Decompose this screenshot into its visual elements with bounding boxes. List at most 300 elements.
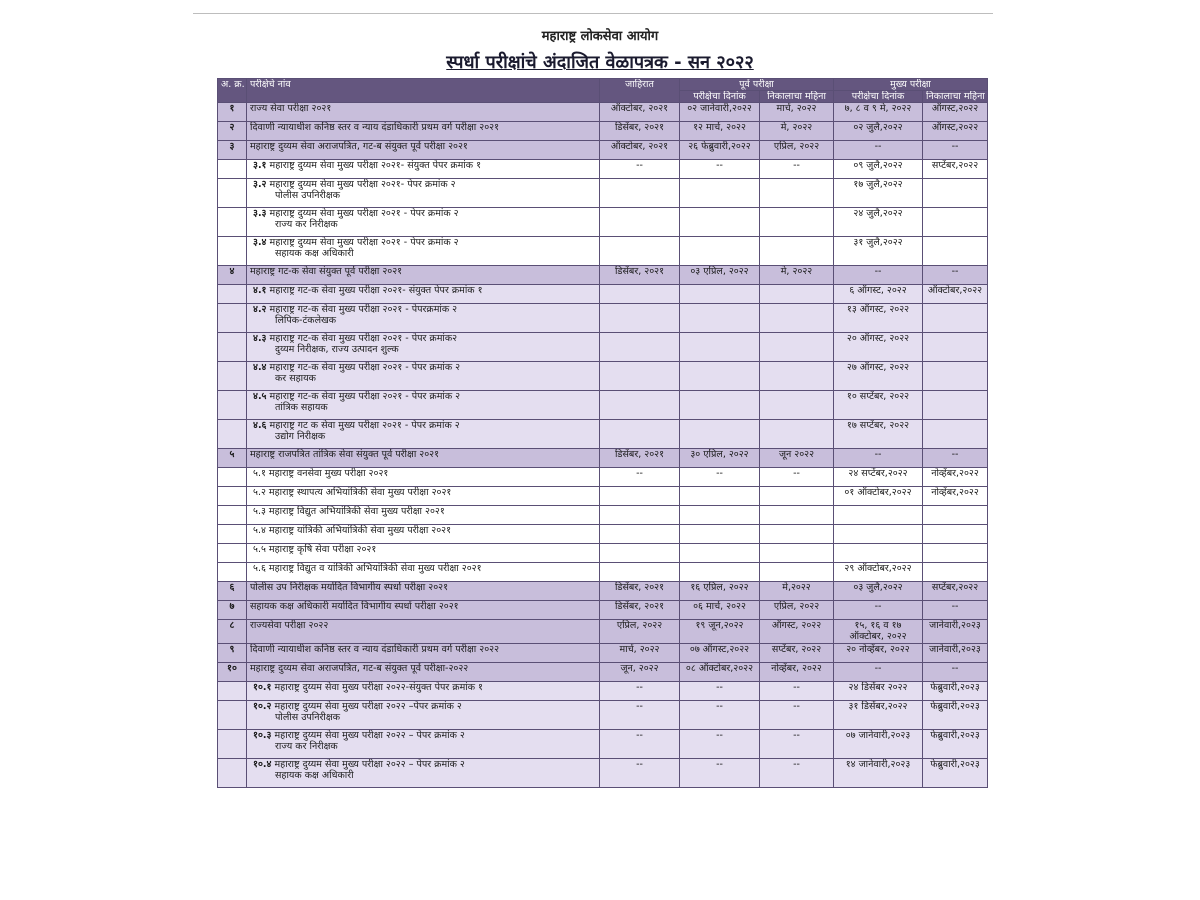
cell-prelim-result: सप्टेंबर, २०२२ xyxy=(760,644,834,663)
table-row xyxy=(218,266,988,285)
cell-main-date xyxy=(834,525,923,544)
cell-name xyxy=(247,333,600,362)
cell-prelim-date: -- xyxy=(680,160,760,179)
cell-name xyxy=(247,266,600,285)
cell-prelim-date: ०७ ऑगस्ट,२०२२ xyxy=(680,644,760,663)
cell-main-result: -- xyxy=(923,601,988,620)
organization-name: महाराष्ट्र लोकसेवा आयोग xyxy=(541,29,659,44)
sub-number: ३.१ xyxy=(253,160,267,171)
exam-name: महाराष्ट्र गट-क सेवा मुख्य परीक्षा २०२१ - पेपरक्रमांक २ xyxy=(269,304,458,315)
cell-name xyxy=(247,644,600,663)
cell-prelim-result: नोव्हेंबर, २०२२ xyxy=(760,663,834,682)
exam-name: महाराष्ट्र गट-क सेवा मुख्य परीक्षा २०२१ - पेपर क्रमांक२ xyxy=(269,333,458,344)
cell-main-result: जानेवारी,२०२३ xyxy=(923,620,988,644)
cell-prelim-date: ०८ ऑक्टोबर,२०२२ xyxy=(680,663,760,682)
table-row xyxy=(218,663,988,682)
subtable-row xyxy=(218,506,988,525)
cell-prelim-result: -- xyxy=(760,468,834,487)
cell-main-result: नोव्हेंबर,२०२२ xyxy=(923,468,988,487)
cell-prelim-date xyxy=(680,487,760,506)
cell-main-result xyxy=(923,333,988,362)
cell-main-date xyxy=(834,506,923,525)
main-date-text: १४ जानेवारी,२०२३ xyxy=(845,759,911,770)
cell-name xyxy=(247,362,600,391)
cell-prelim-date xyxy=(680,362,760,391)
subtable-row xyxy=(218,208,988,237)
cell-main-result: फेब्रुवारी,२०२३ xyxy=(923,701,988,730)
cell-name xyxy=(247,620,600,644)
cell-main-result: ऑगस्ट,२०२२ xyxy=(923,122,988,141)
col-header-sr: अ. क्र. xyxy=(218,79,247,103)
main-date-text: -- xyxy=(874,663,882,674)
exam-post: कर सहायक xyxy=(275,373,316,384)
exam-name: राज्य सेवा परीक्षा २०२१ xyxy=(250,103,332,114)
cell-main-date xyxy=(834,620,923,644)
exam-post: उद्योग निरीक्षक xyxy=(275,431,326,442)
main-date-text: २४ डिसेंबर २०२२ xyxy=(848,682,908,693)
cell-sr xyxy=(218,468,247,487)
exam-name: महाराष्ट्र दुय्यम सेवा मुख्य परीक्षा २०२२ – पेपर क्रमांक २ xyxy=(274,730,465,741)
cell-sr xyxy=(218,237,247,266)
sub-number: १०.४ xyxy=(253,759,272,770)
cell-main-date xyxy=(834,420,923,449)
sub-number: ३.४ xyxy=(253,237,267,248)
schedule-body xyxy=(218,103,988,788)
main-date-text: १७ सप्टेंबर, २०२२ xyxy=(846,420,910,431)
cell-name xyxy=(247,160,600,179)
cell-prelim-result: -- xyxy=(760,160,834,179)
cell-prelim-result: जून २०२२ xyxy=(760,449,834,468)
main-date-text: ०१ ऑक्टोबर,२०२२ xyxy=(844,487,912,498)
main-date-text: ६ ऑगस्ट, २०२२ xyxy=(849,285,907,296)
main-date-text: २९ ऑक्टोबर,२०२२ xyxy=(844,563,912,574)
cell-sr xyxy=(218,391,247,420)
cell-main-date xyxy=(834,701,923,730)
cell-prelim-date: १९ जून,२०२२ xyxy=(680,620,760,644)
cell-advert: -- xyxy=(600,682,680,701)
exam-name: ५.४ महाराष्ट्र यांत्रिकी अभियांत्रिकी सेवा मुख्य परीक्षा २०२१ xyxy=(253,525,452,536)
sub-number: ३.३ xyxy=(253,208,267,219)
cell-name xyxy=(247,141,600,160)
cell-main-result xyxy=(923,544,988,563)
main-date-text: ०९ जुलै,२०२२ xyxy=(853,160,903,171)
cell-advert xyxy=(600,208,680,237)
cell-prelim-result xyxy=(760,544,834,563)
table-row xyxy=(218,449,988,468)
sub-number: ३.२ xyxy=(253,179,267,190)
cell-name xyxy=(247,468,600,487)
exam-name: महाराष्ट्र राजपत्रित तांत्रिक सेवा संयुक्त पूर्व परीक्षा २०२१ xyxy=(250,449,440,460)
cell-prelim-date xyxy=(680,544,760,563)
cell-advert xyxy=(600,285,680,304)
cell-main-result: फेब्रुवारी,२०२३ xyxy=(923,759,988,788)
cell-advert xyxy=(600,544,680,563)
main-date-text: १७ जुलै,२०२२ xyxy=(853,179,903,190)
exam-post: पोलीस उपनिरीक्षक xyxy=(275,190,340,201)
col-header-prelim: पूर्व परीक्षा xyxy=(680,79,834,91)
cell-main-result: फेब्रुवारी,२०२३ xyxy=(923,682,988,701)
cell-advert: -- xyxy=(600,160,680,179)
exam-name: महाराष्ट्र दुय्यम सेवा मुख्य परीक्षा २०२१- संयुक्त पेपर क्रमांक १ xyxy=(269,160,482,171)
cell-sr: १ xyxy=(218,103,247,122)
col-header-advert: जाहिरात xyxy=(600,79,680,103)
sub-number: ४.६ xyxy=(253,420,267,431)
top-divider xyxy=(193,13,993,14)
exam-post: पोलीस उपनिरीक्षक xyxy=(275,712,340,723)
main-date-text: ३१ डिसेंबर,२०२२ xyxy=(848,701,908,712)
col-header-main: मुख्य परीक्षा xyxy=(834,79,988,91)
cell-name xyxy=(247,391,600,420)
exam-name: महाराष्ट्र दुय्यम सेवा मुख्य परीक्षा २०२२ –पेपर क्रमांक २ xyxy=(274,701,462,712)
exam-name: पोलीस उप निरीक्षक मर्यादित विभागीय स्पर्धा परीक्षा २०२१ xyxy=(250,582,449,593)
cell-main-result xyxy=(923,237,988,266)
exam-post: राज्य कर निरीक्षक xyxy=(275,741,338,752)
cell-prelim-result xyxy=(760,506,834,525)
cell-sr: ६ xyxy=(218,582,247,601)
cell-main-date xyxy=(834,759,923,788)
sub-number: ४.१ xyxy=(253,285,267,296)
cell-advert xyxy=(600,237,680,266)
cell-main-date xyxy=(834,179,923,208)
main-date-text: ७, ८ व ९ मे, २०२२ xyxy=(844,103,912,114)
cell-advert xyxy=(600,420,680,449)
cell-prelim-result: मे,२०२२ xyxy=(760,582,834,601)
cell-main-result: जानेवारी,२०२३ xyxy=(923,644,988,663)
subtable-row xyxy=(218,237,988,266)
cell-prelim-result: मे, २०२२ xyxy=(760,266,834,285)
main-date-text: ०७ जानेवारी,२०२३ xyxy=(845,730,911,741)
cell-name xyxy=(247,730,600,759)
cell-main-date xyxy=(834,333,923,362)
cell-name xyxy=(247,582,600,601)
cell-main-result xyxy=(923,208,988,237)
cell-main-result: फेब्रुवारी,२०२३ xyxy=(923,730,988,759)
cell-advert: डिसेंबर, २०२१ xyxy=(600,582,680,601)
cell-prelim-result xyxy=(760,391,834,420)
table-row xyxy=(218,582,988,601)
cell-name xyxy=(247,563,600,582)
cell-advert xyxy=(600,333,680,362)
cell-name xyxy=(247,506,600,525)
exam-name: ५.१ महाराष्ट्र वनसेवा मुख्य परीक्षा २०२१ xyxy=(253,468,389,479)
sub-number: १०.१ xyxy=(253,682,272,693)
schedule-table xyxy=(217,78,988,788)
cell-main-date xyxy=(834,160,923,179)
cell-main-date xyxy=(834,601,923,620)
cell-prelim-date: -- xyxy=(680,730,760,759)
cell-main-date xyxy=(834,122,923,141)
exam-name: महाराष्ट्र दुय्यम सेवा मुख्य परीक्षा २०२१ - पेपर क्रमांक २ xyxy=(269,208,459,219)
cell-prelim-result: ऑगस्ट, २०२२ xyxy=(760,620,834,644)
cell-name xyxy=(247,179,600,208)
exam-name: ५.३ महाराष्ट्र विद्युत अभियांत्रिकी सेवा मुख्य परीक्षा २०२१ xyxy=(253,506,445,517)
cell-sr xyxy=(218,420,247,449)
main-date-text: १० सप्टेंबर, २०२२ xyxy=(846,391,910,402)
cell-advert xyxy=(600,487,680,506)
exam-name: महाराष्ट्र गट-क सेवा संयुक्त पूर्व परीक्षा २०२१ xyxy=(250,266,403,277)
subtable-row xyxy=(218,563,988,582)
exam-name: महाराष्ट्र दुय्यम सेवा अराजपत्रित, गट-ब संयुक्त पूर्व परीक्षा-२०२२ xyxy=(250,663,469,674)
cell-prelim-date xyxy=(680,333,760,362)
cell-prelim-date xyxy=(680,304,760,333)
main-date-text: -- xyxy=(874,449,882,460)
page-title: स्पर्धा परीक्षांचे अंदाजित वेळापत्रक - सन २०२२ xyxy=(446,52,754,73)
cell-advert: जून, २०२२ xyxy=(600,663,680,682)
cell-sr xyxy=(218,362,247,391)
cell-name xyxy=(247,420,600,449)
exam-name: ५.६ महाराष्ट्र विद्युत व यांत्रिकी अभियांत्रिकी सेवा मुख्य परीक्षा २०२१ xyxy=(253,563,482,574)
cell-main-date xyxy=(834,582,923,601)
cell-sr: ७ xyxy=(218,601,247,620)
cell-sr xyxy=(218,525,247,544)
cell-prelim-result: एप्रिल, २०२२ xyxy=(760,601,834,620)
cell-main-date xyxy=(834,544,923,563)
cell-prelim-result xyxy=(760,487,834,506)
cell-prelim-result xyxy=(760,333,834,362)
exam-name: ५.२ महाराष्ट्र स्थापत्य अभियांत्रिकी सेवा मुख्य परीक्षा २०२१ xyxy=(253,487,452,498)
cell-sr xyxy=(218,544,247,563)
table-row xyxy=(218,103,988,122)
subtable-row xyxy=(218,391,988,420)
cell-name xyxy=(247,449,600,468)
cell-main-result: सप्टेंबर,२०२२ xyxy=(923,160,988,179)
main-date-text: २४ जुलै,२०२२ xyxy=(853,208,903,219)
cell-prelim-result xyxy=(760,362,834,391)
cell-prelim-result xyxy=(760,237,834,266)
table-row xyxy=(218,601,988,620)
cell-main-result xyxy=(923,179,988,208)
exam-name: महाराष्ट्र गट-क सेवा मुख्य परीक्षा २०२१ - पेपर क्रमांक २ xyxy=(269,391,461,402)
subtable-row xyxy=(218,487,988,506)
cell-prelim-result: एप्रिल, २०२२ xyxy=(760,141,834,160)
main-date-text: -- xyxy=(874,266,882,277)
cell-main-result: -- xyxy=(923,449,988,468)
cell-prelim-date xyxy=(680,391,760,420)
cell-prelim-result xyxy=(760,420,834,449)
subtable-row xyxy=(218,701,988,730)
subtable-row xyxy=(218,179,988,208)
cell-sr: ४ xyxy=(218,266,247,285)
sub-number: ४.४ xyxy=(253,362,267,373)
subtable-row xyxy=(218,333,988,362)
cell-prelim-date xyxy=(680,237,760,266)
cell-sr xyxy=(218,759,247,788)
main-date-text: -- xyxy=(874,141,882,152)
sub-number: १०.२ xyxy=(253,701,272,712)
subtable-row xyxy=(218,468,988,487)
main-date-text: ३१ जुलै,२०२२ xyxy=(853,237,903,248)
cell-sr: ५ xyxy=(218,449,247,468)
cell-prelim-date xyxy=(680,420,760,449)
cell-prelim-result: मार्च, २०२२ xyxy=(760,103,834,122)
cell-prelim-date: -- xyxy=(680,759,760,788)
schedule-table-wrap xyxy=(217,78,987,788)
cell-main-date xyxy=(834,391,923,420)
cell-sr: २ xyxy=(218,122,247,141)
cell-main-result xyxy=(923,563,988,582)
cell-advert xyxy=(600,391,680,420)
main-date-text: -- xyxy=(874,601,882,612)
col-header-prelim-result: निकालाचा महिना xyxy=(760,91,834,103)
exam-name: राज्यसेवा परीक्षा २०२२ xyxy=(250,620,329,631)
subtable-row xyxy=(218,420,988,449)
subtable-row xyxy=(218,525,988,544)
cell-prelim-date: -- xyxy=(680,682,760,701)
exam-name: ५.५ महाराष्ट्र कृषि सेवा परीक्षा २०२१ xyxy=(253,544,377,555)
cell-name xyxy=(247,759,600,788)
table-row xyxy=(218,141,988,160)
cell-prelim-result: मे, २०२२ xyxy=(760,122,834,141)
main-date-text: २४ सप्टेंबर,२०२२ xyxy=(848,468,908,479)
cell-prelim-date: ०२ जानेवारी,२०२२ xyxy=(680,103,760,122)
exam-name: महाराष्ट्र दुय्यम सेवा अराजपत्रित, गट-ब संयुक्त पूर्व परीक्षा २०२१ xyxy=(250,141,468,152)
table-row xyxy=(218,122,988,141)
cell-main-result xyxy=(923,506,988,525)
exam-post: तांत्रिक सहायक xyxy=(275,402,328,413)
cell-sr xyxy=(218,487,247,506)
cell-advert xyxy=(600,362,680,391)
cell-advert: ऑक्टोबर, २०२१ xyxy=(600,141,680,160)
exam-post: राज्य कर निरीक्षक xyxy=(275,219,338,230)
cell-prelim-result: -- xyxy=(760,730,834,759)
cell-advert xyxy=(600,304,680,333)
exam-name: महाराष्ट्र दुय्यम सेवा मुख्य परीक्षा २०२२-संयुक्त पेपर क्रमांक १ xyxy=(274,682,483,693)
cell-prelim-result: -- xyxy=(760,759,834,788)
cell-prelim-result xyxy=(760,304,834,333)
table-row xyxy=(218,644,988,663)
table-row xyxy=(218,620,988,644)
subtable-row xyxy=(218,160,988,179)
cell-main-date xyxy=(834,663,923,682)
exam-name: महाराष्ट्र दुय्यम सेवा मुख्य परीक्षा २०२१- पेपर क्रमांक २ xyxy=(269,179,456,190)
cell-prelim-date xyxy=(680,563,760,582)
cell-main-date xyxy=(834,208,923,237)
cell-sr xyxy=(218,304,247,333)
cell-sr xyxy=(218,682,247,701)
cell-main-date xyxy=(834,487,923,506)
sub-number: ४.२ xyxy=(253,304,267,315)
cell-main-result: ऑक्टोबर,२०२२ xyxy=(923,285,988,304)
cell-main-result: -- xyxy=(923,663,988,682)
cell-sr xyxy=(218,208,247,237)
main-date-text-2: ऑक्टोबर, २०२२ xyxy=(849,631,907,642)
exam-name: महाराष्ट्र गट-क सेवा मुख्य परीक्षा २०२१- संयुक्त पेपर क्रमांक १ xyxy=(269,285,483,296)
cell-main-date xyxy=(834,449,923,468)
cell-main-date xyxy=(834,141,923,160)
cell-name xyxy=(247,237,600,266)
cell-prelim-date: ३० एप्रिल, २०२२ xyxy=(680,449,760,468)
cell-prelim-date: १२ मार्च, २०२२ xyxy=(680,122,760,141)
cell-main-date xyxy=(834,468,923,487)
cell-main-date xyxy=(834,682,923,701)
cell-sr xyxy=(218,160,247,179)
exam-name: महाराष्ट्र गट क सेवा मुख्य परीक्षा २०२१ - पेपर क्रमांक २ xyxy=(269,420,460,431)
exam-name: दिवाणी न्यायाधीश कनिष्ठ स्तर व न्याय दंडाधिकारी प्रथम वर्ग परीक्षा २०२१ xyxy=(250,122,500,133)
cell-sr: ९ xyxy=(218,644,247,663)
sub-number: ४.३ xyxy=(253,333,267,344)
main-date-text: १३ ऑगस्ट, २०२२ xyxy=(846,304,910,315)
subtable-row xyxy=(218,362,988,391)
cell-prelim-date: २६ फेब्रुवारी,२०२२ xyxy=(680,141,760,160)
cell-prelim-result xyxy=(760,208,834,237)
col-header-prelim-date: परीक्षेचा दिनांक xyxy=(680,91,760,103)
cell-main-result xyxy=(923,525,988,544)
cell-advert xyxy=(600,506,680,525)
main-date-text: २० नोव्हेंबर, २०२२ xyxy=(846,644,910,655)
cell-prelim-date xyxy=(680,506,760,525)
col-header-main-date: परीक्षेचा दिनांक xyxy=(834,91,923,103)
cell-prelim-date xyxy=(680,179,760,208)
cell-advert: ऑक्टोबर, २०२१ xyxy=(600,103,680,122)
cell-advert xyxy=(600,179,680,208)
cell-prelim-date xyxy=(680,208,760,237)
main-date-text: ०२ जुलै,२०२२ xyxy=(853,122,903,133)
exam-name: महाराष्ट्र गट-क सेवा मुख्य परीक्षा २०२१ - पेपर क्रमांक २ xyxy=(269,362,461,373)
cell-main-date xyxy=(834,266,923,285)
cell-prelim-date: -- xyxy=(680,468,760,487)
cell-name xyxy=(247,682,600,701)
subtable-row xyxy=(218,730,988,759)
main-date-text: १५, १६ व १७ xyxy=(854,620,902,631)
cell-name xyxy=(247,122,600,141)
cell-advert: मार्च, २०२२ xyxy=(600,644,680,663)
main-date-text: २० ऑगस्ट, २०२२ xyxy=(846,333,910,344)
exam-post: लिपिक-टंकलेखक xyxy=(275,315,337,326)
cell-advert: -- xyxy=(600,468,680,487)
exam-name: महाराष्ट्र दुय्यम सेवा मुख्य परीक्षा २०२२ – पेपर क्रमांक २ xyxy=(274,759,465,770)
cell-sr: ८ xyxy=(218,620,247,644)
cell-advert: -- xyxy=(600,759,680,788)
cell-name xyxy=(247,304,600,333)
cell-name xyxy=(247,701,600,730)
cell-prelim-result xyxy=(760,285,834,304)
cell-prelim-date: ०३ एप्रिल, २०२२ xyxy=(680,266,760,285)
cell-main-result: नोव्हेंबर,२०२२ xyxy=(923,487,988,506)
cell-prelim-date: ०६ मार्च, २०२२ xyxy=(680,601,760,620)
cell-advert: एप्रिल, २०२२ xyxy=(600,620,680,644)
col-header-main-result: निकालाचा महिना xyxy=(923,91,988,103)
cell-main-result: सप्टेंबर,२०२२ xyxy=(923,582,988,601)
cell-main-result: ऑगस्ट,२०२२ xyxy=(923,103,988,122)
cell-advert: डिसेंबर, २०२१ xyxy=(600,601,680,620)
subtable-row xyxy=(218,304,988,333)
cell-main-date xyxy=(834,285,923,304)
cell-prelim-date: १६ एप्रिल, २०२२ xyxy=(680,582,760,601)
cell-advert xyxy=(600,563,680,582)
cell-main-result xyxy=(923,304,988,333)
cell-main-date xyxy=(834,563,923,582)
cell-sr: १० xyxy=(218,663,247,682)
cell-prelim-result: -- xyxy=(760,682,834,701)
sub-number: १०.३ xyxy=(253,730,272,741)
cell-name xyxy=(247,103,600,122)
cell-sr xyxy=(218,333,247,362)
cell-main-date xyxy=(834,304,923,333)
cell-sr xyxy=(218,701,247,730)
subtable-row xyxy=(218,682,988,701)
cell-main-result xyxy=(923,420,988,449)
cell-sr xyxy=(218,285,247,304)
exam-name: महाराष्ट्र दुय्यम सेवा मुख्य परीक्षा २०२१ - पेपर क्रमांक २ xyxy=(269,237,459,248)
cell-main-date xyxy=(834,362,923,391)
cell-sr xyxy=(218,179,247,208)
cell-prelim-date: -- xyxy=(680,701,760,730)
exam-post: सहायक कक्ष अधिकारी xyxy=(275,248,354,259)
cell-prelim-result xyxy=(760,179,834,208)
cell-name xyxy=(247,601,600,620)
main-date-text: ०३ जुलै,२०२२ xyxy=(853,582,903,593)
cell-main-result: -- xyxy=(923,266,988,285)
